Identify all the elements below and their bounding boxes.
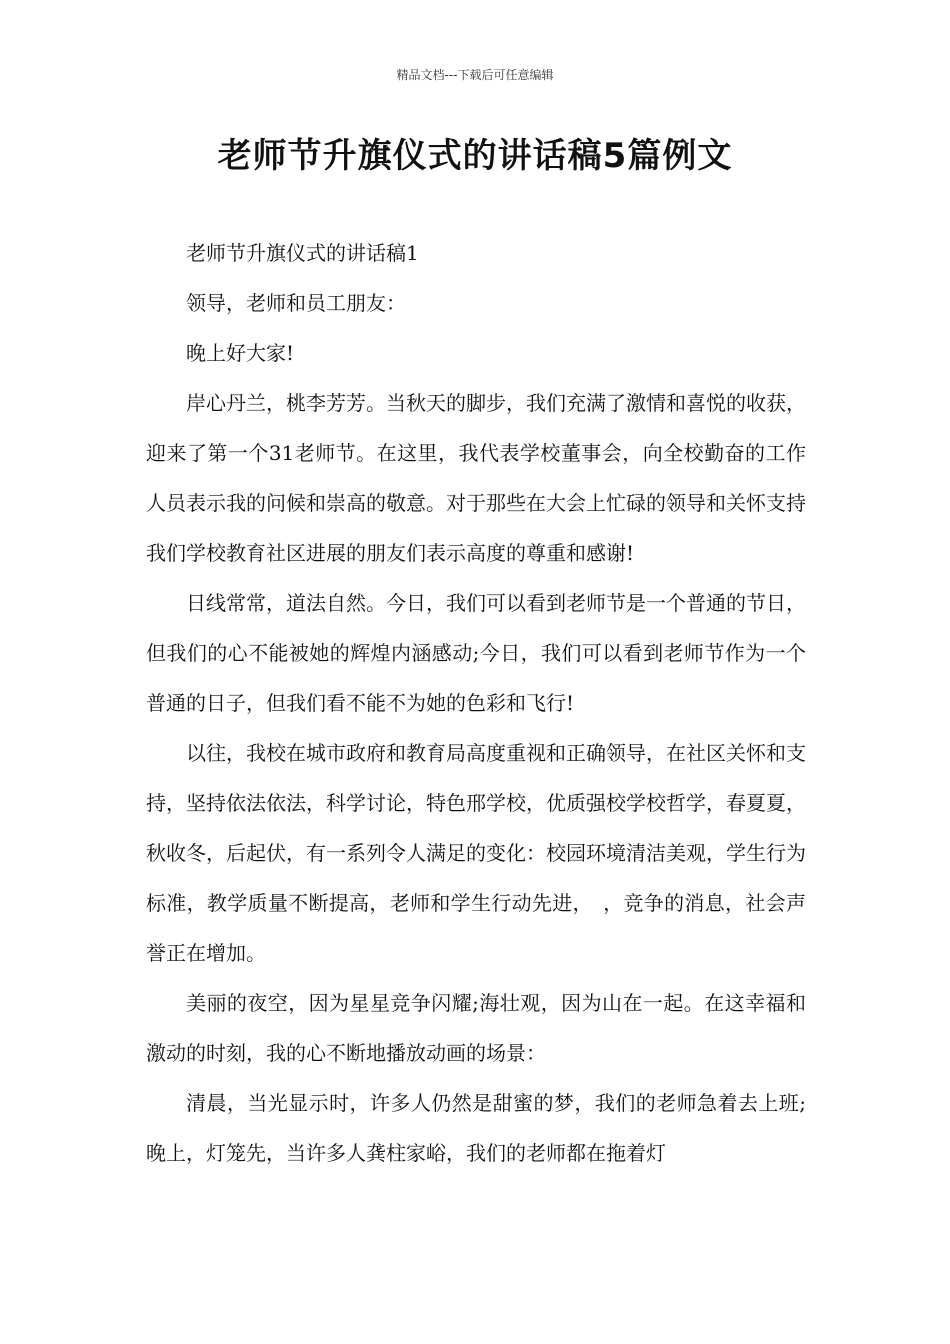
paragraph: 以往，我校在城市政府和教育局高度重视和正确领导，在社区关怀和支持，坚持依法依法，科学讨论，特色邢学校，优质强校学校哲学，春夏夏，秋收冬，后起伏，有一系列令人满足的变化：校园环境清洁美观，学生行为标准，教学质量不断提高，老师和学生行动先进， ，竞争的消息，社会声誉正在增加。	[146, 741, 806, 965]
document-title: 老师节升旗仪式的讲话稿5篇例文	[217, 136, 733, 176]
document-body	[146, 228, 806, 1178]
paragraph: 清晨，当光显示时，许多人仍然是甜蜜的梦，我们的老师急着去上班;晚上，灯笼先，当许多人龚柱家峪，我们的老师都在拖着灯	[146, 1091, 806, 1165]
paragraph: 老师节升旗仪式的讲话稿1	[186, 241, 419, 265]
paragraph: 晚上好大家!	[186, 341, 295, 365]
paragraph: 美丽的夜空，因为星星竞争闪耀;海壮观，因为山在一起。在这幸福和激动的时刻，我的心不断地播放动画的场景：	[146, 991, 806, 1065]
paragraph: 岸心丹兰，桃李芳芳。当秋天的脚步，我们充满了激情和喜悦的收获，迎来了第一个31老师节。在这里，我代表学校董事会，向全校勤奋的工作人员表示我的问候和崇高的敬意。对于那些在大会上忙碌的领导和关怀支持我们学校教育社区进展的朋友们表示高度的尊重和感谢!	[146, 391, 806, 565]
paragraph: 日线常常，道法自然。今日，我们可以看到老师节是一个普通的节日，但我们的心不能被她的辉煌内涵感动;今日，我们可以看到老师节作为一个普通的日子，但我们看不能不为她的色彩和飞行!	[146, 591, 806, 715]
paragraph: 领导，老师和员工朋友：	[186, 291, 406, 315]
page-header-note: 精品文档---下载后可任意编辑	[396, 68, 554, 82]
